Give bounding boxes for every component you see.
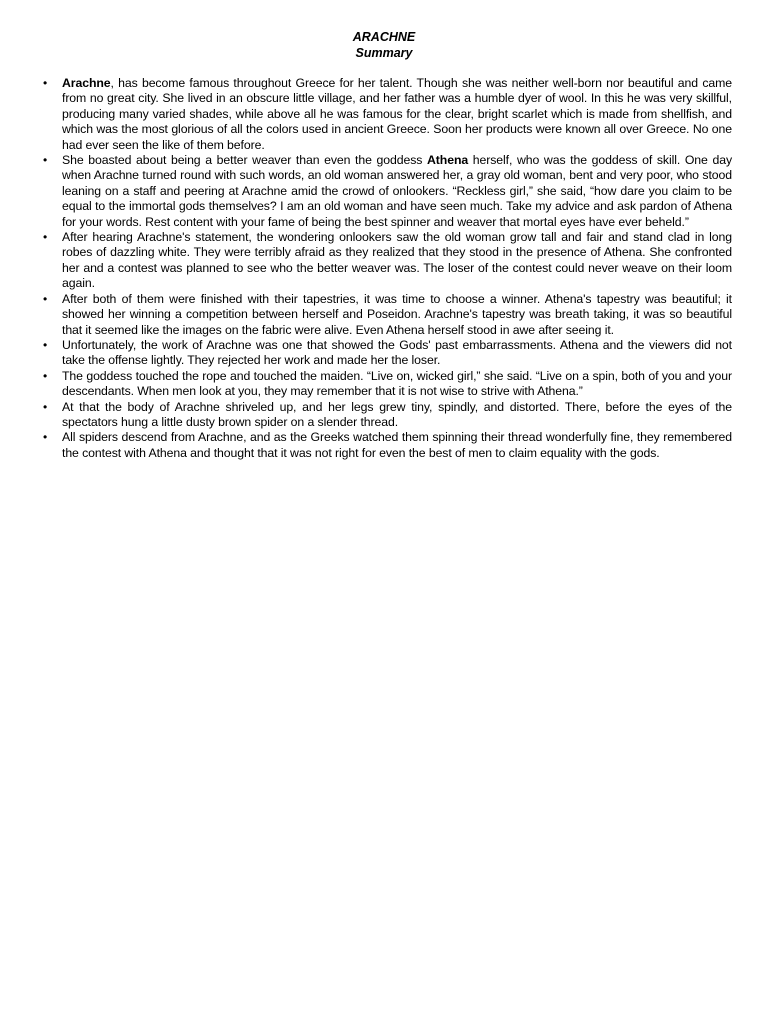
bullet-icon: • (42, 399, 48, 414)
bullet-body: herself, who was the goddess of skill. One day when Arachne turned round with such words, an old woman answered her, a gray old woman, bent and very poor, who stood leaning on a staff and peering at Arachne amid the crowd of onlookers. “Reckless girl,” she said, “how dare you claim to be equal to the immortal gods themselves? I am an old woman and have seen much. Take my advice and ask pardon of Athena for your words. Rest content with your fame of being the best spinner and weaver that mortal eyes have ever beheld.” (62, 153, 732, 229)
bullet-body: Unfortunately, the work of Arachne was one that showed the Gods' past embarrassments. Athena and the viewers did not take the offense lightly. They rejected her work and made her the loser. (62, 337, 732, 368)
bullet-item (42, 430, 732, 461)
bullet-item (42, 399, 732, 431)
bullet-body: After hearing Arachne's statement, the wondering onlookers saw the old woman grow tall and fair and stand clad in long robes of dazzling white. They were terribly afraid as they realized that they stood in the presence of Athena. She confronted her and a contest was planned to see who the better weaver was. The loser of the contest could never weave on their loom again. (62, 230, 732, 291)
bullet-body: All spiders descend from Arachne, and as the Greeks watched them spinning their thread wonderfully fine, they remembered the contest with Athena and thought that it was not right for even the best of men to claim equality with the gods. (62, 430, 732, 460)
title-block (0, 30, 768, 61)
bullet-text (62, 153, 732, 229)
bullet-item (42, 76, 732, 153)
bullet-icon: • (42, 291, 48, 306)
summary-bullet-list (42, 76, 732, 461)
bullet-item (42, 153, 732, 230)
bullet-text (62, 76, 732, 152)
document-subtitle: Summary (355, 45, 413, 60)
bullet-icon: • (42, 368, 48, 383)
bullet-item (42, 368, 732, 400)
document-title: ARACHNE (352, 30, 416, 44)
bullet-icon: • (42, 153, 48, 168)
bullet-body: , has become famous throughout Greece for her talent. Though she was neither well-born nor beautiful and came from no great city. She lived in an obscure little village, and her father was a humble dyer of wool. In this he was very skillful, producing many varied shades, while above all he was famous for the clear, bright scarlet which is made from shellfish, and which was the most glorious of all the colors used in ancient Greece. Soon her products were known all over Greece. No one had ever seen the like of them before. (62, 76, 732, 152)
bullet-icon: • (42, 230, 48, 245)
bullet-lead: She boasted about being a better weaver than even the goddess (62, 153, 428, 168)
bullet-item (42, 291, 732, 338)
bullet-icon: • (42, 76, 48, 90)
bullet-body: The goddess touched the rope and touched the maiden. “Live on, wicked girl,” she said. “Live on a spin, both of you and your descendants. When men look at you, they may remember that it is not wise to strive with Athena.” (62, 368, 732, 399)
bold-term: Athena (427, 153, 469, 168)
bullet-item (42, 337, 732, 369)
bullet-icon: • (42, 337, 48, 352)
bullet-item (42, 230, 732, 292)
bold-term: Arachne (62, 76, 111, 90)
bullet-body: At that the body of Arachne shriveled up, and her legs grew tiny, spindly, and distorted. There, before the eyes of the spectators hung a little dusty brown spider on a slender thread. (62, 399, 732, 429)
bullet-body: After both of them were finished with their tapestries, it was time to choose a winner. Athena's tapestry was beautiful; it showed her winning a competition between herself and Poseidon. Arachne's tapestry was breath taking, it was so beautiful that it seemed like the images on the fabric were alive. Even Athena herself stood in awe after seeing it. (62, 291, 732, 337)
bullet-icon: • (42, 430, 48, 445)
